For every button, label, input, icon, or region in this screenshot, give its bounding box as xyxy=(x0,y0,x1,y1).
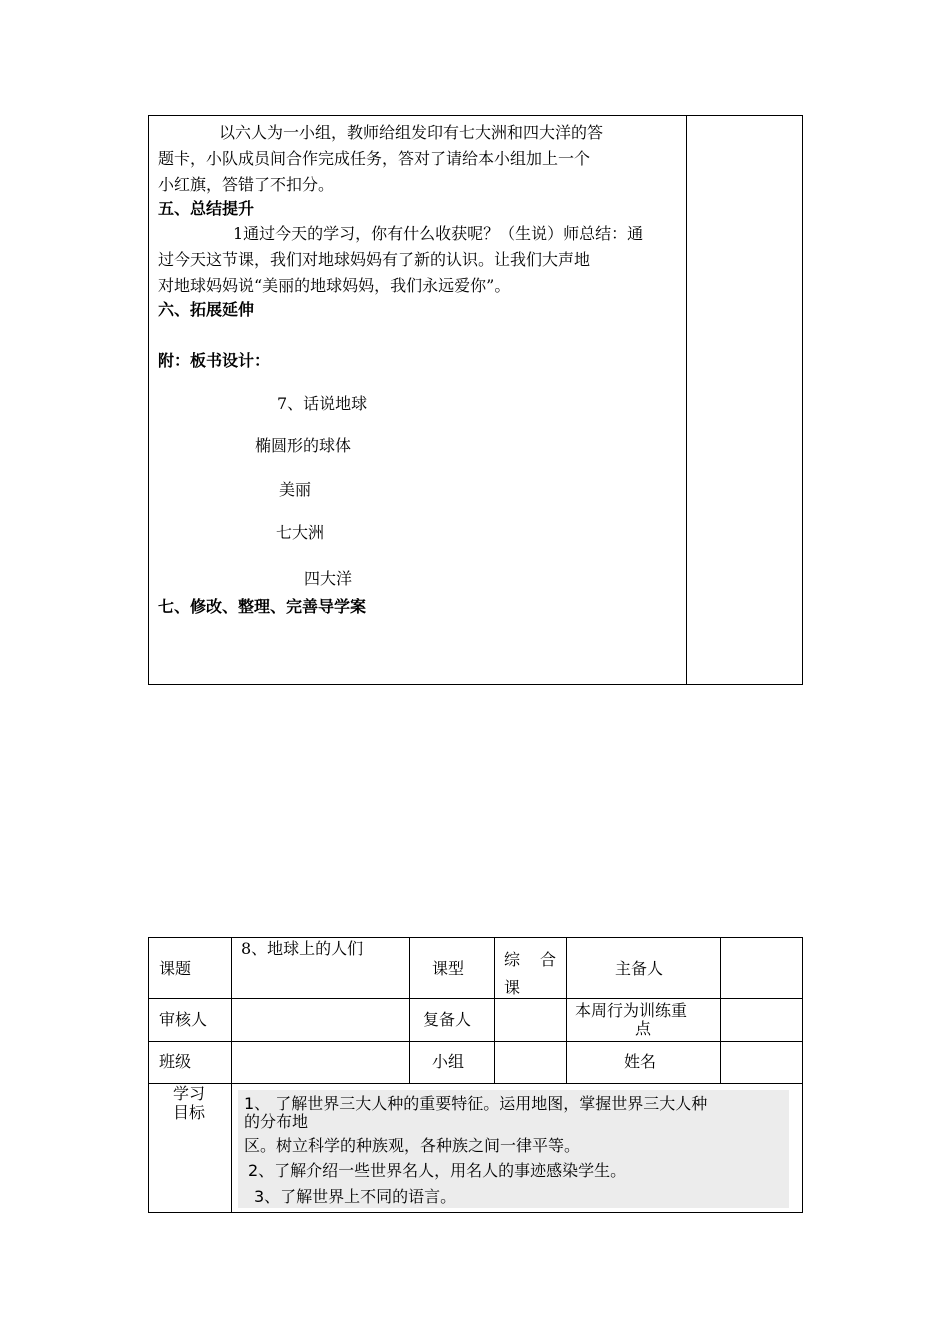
col-divider xyxy=(231,1083,232,1212)
col-divider xyxy=(566,938,567,1083)
board-item-beautiful: 美丽 xyxy=(279,480,312,499)
weekly-focus-label-line-1: 本周行为训练重 xyxy=(575,1001,688,1020)
learning-goals-box xyxy=(238,1090,789,1208)
board-item-continents: 七大洲 xyxy=(276,523,325,542)
weekly-focus-label-line-2: 点 xyxy=(635,1019,652,1038)
col-divider xyxy=(409,938,410,1083)
board-item-ellipsoid: 椭圆形的球体 xyxy=(255,436,352,455)
section-7-heading: 七、修改、整理、完善导学案 xyxy=(158,597,367,616)
lesson-type-label: 课型 xyxy=(432,959,465,978)
topic-label: 课题 xyxy=(159,959,192,978)
co-preparer-label: 复备人 xyxy=(423,1010,472,1029)
lesson-info-table xyxy=(148,937,803,1213)
appendix-heading: 附：板书设计： xyxy=(158,351,271,370)
learning-goals-label-line-1: 学习 xyxy=(173,1084,206,1103)
col-divider xyxy=(494,938,495,1083)
learning-goals-label-line-2: 目标 xyxy=(173,1103,206,1122)
lesson-plan-continued-table xyxy=(148,115,803,685)
col-divider xyxy=(720,938,721,1083)
col-divider xyxy=(231,938,232,1083)
reviewer-label: 审核人 xyxy=(159,1010,208,1029)
row-divider xyxy=(149,1041,802,1042)
goal-3: 3、了解世界上不同的语言。 xyxy=(254,1187,457,1206)
board-item-oceans: 四大洋 xyxy=(304,569,353,588)
summary-line-3: 对地球妈妈说“美丽的地球妈妈，我们永远爱你”。 xyxy=(158,276,511,295)
goal-1-line-2: 的分布地 xyxy=(244,1112,309,1131)
lesson-type-value-line-1: 综 合 xyxy=(504,950,556,969)
summary-line-2: 过今天这节课，我们对地球妈妈有了新的认识。让我们大声地 xyxy=(158,250,591,269)
student-name-label: 姓名 xyxy=(624,1052,657,1071)
goal-1-line-3: 区。树立科学的种族观，各种族之间一律平等。 xyxy=(244,1136,581,1155)
goal-2: 2、了解介绍一些世界名人，用名人的事迹感染学生。 xyxy=(248,1161,627,1180)
row-divider xyxy=(149,998,802,999)
group-task-line-3: 小红旗，答错了不扣分。 xyxy=(158,175,335,194)
column-divider xyxy=(686,116,687,684)
goal-1-line-1: 1、 了解世界三大人种的重要特征。运用地图，掌握世界三大人种 xyxy=(244,1094,708,1113)
lesson-type-value-line-2: 课 xyxy=(504,978,521,997)
main-preparer-label: 主备人 xyxy=(615,959,664,978)
section-6-heading: 六、拓展延伸 xyxy=(158,300,255,319)
group-label: 小组 xyxy=(432,1052,465,1071)
lesson-content-cell xyxy=(149,116,686,684)
class-label: 班级 xyxy=(159,1052,192,1071)
board-title: 7、话说地球 xyxy=(277,394,368,413)
group-task-line-2: 题卡，小队成员间合作完成任务，答对了请给本小组加上一个 xyxy=(158,149,591,168)
section-5-heading: 五、总结提升 xyxy=(158,199,255,218)
row-divider xyxy=(149,1083,802,1084)
group-task-line-1: 以六人为一小组，教师给组发印有七大洲和四大洋的答 xyxy=(219,123,604,142)
summary-line-1: 1通过今天的学习，你有什么收获呢？（生说）师总结：通 xyxy=(233,224,644,243)
topic-value: 8、地球上的人们 xyxy=(241,939,364,958)
